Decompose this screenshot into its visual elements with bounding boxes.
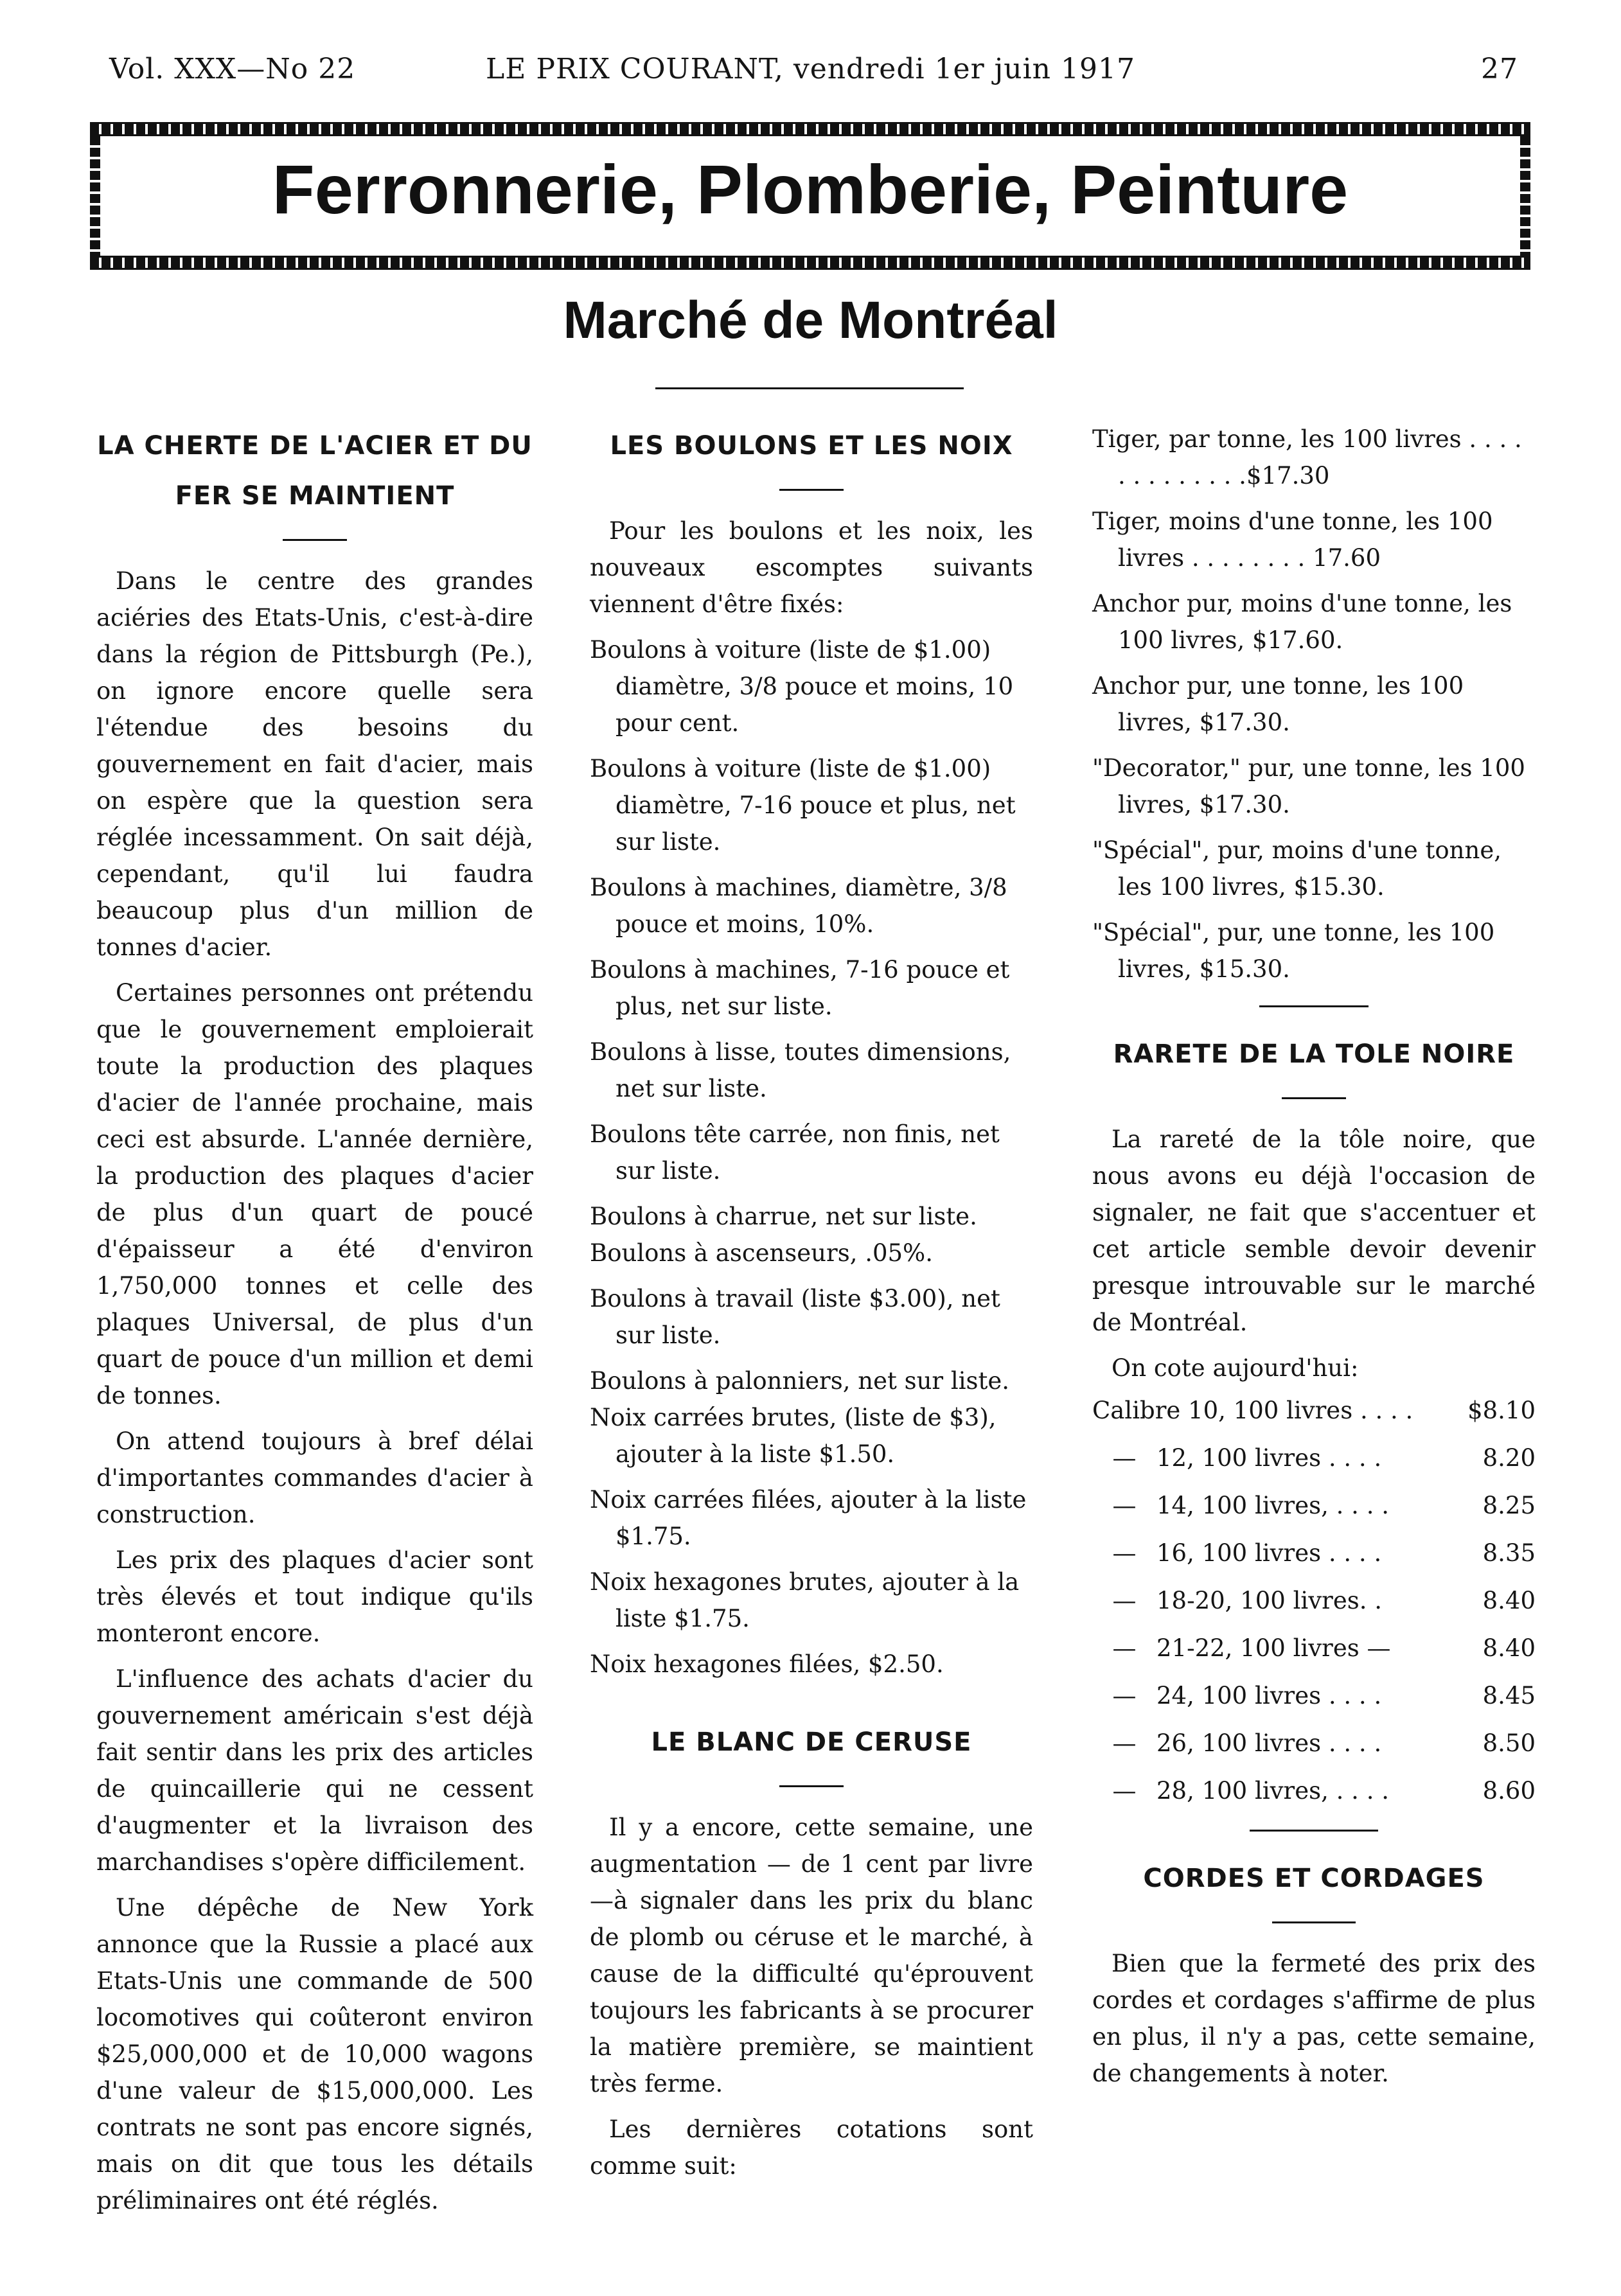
- price-row: [1092, 1434, 1536, 1481]
- ditto-dash: —: [1112, 1586, 1137, 1614]
- paragraph: Il y a encore, cette semaine, une augmentation — de 1 cent par livre—à signaler dans les prix du blanc de plomb ou céruse et le marché, à cause de la difficulté qu'éprouvent toujours les fabricants à se procurer la matière première, se maintient très ferme.: [590, 1814, 1033, 2097]
- row-label: 18-20, 100 livres. .: [1156, 1586, 1382, 1614]
- row-label: Calibre 10, 100 livres . . . .: [1092, 1396, 1413, 1424]
- heading-separator: [283, 539, 347, 541]
- paragraph: Pour les boulons et les noix, les nouveaux escomptes suivants viennent d'être fixés:: [590, 517, 1033, 618]
- price-row: [1092, 1719, 1536, 1767]
- row-price: 8.45: [1482, 1681, 1536, 1709]
- price-item: Boulons à voiture (liste de $1.00) diamètre, 7-16 pouce et plus, net sur liste.: [590, 755, 1016, 856]
- running-header: [90, 53, 1531, 91]
- price-item: Boulons à travail (liste $3.00), net sur liste.: [590, 1285, 1000, 1349]
- ditto-dash: —: [1112, 1539, 1137, 1567]
- row-label: 12, 100 livres . . . .: [1156, 1444, 1382, 1472]
- article-heading-white-lead: LE BLANC DE CERUSE: [651, 1727, 972, 1757]
- subtitle-rule: [655, 387, 964, 389]
- row-price: 8.50: [1482, 1729, 1536, 1757]
- row-price: 8.40: [1482, 1634, 1536, 1662]
- row-price: 8.35: [1482, 1539, 1536, 1567]
- price-item: Boulons à palonniers, net sur liste.: [590, 1367, 1010, 1395]
- price-item: Tiger, par tonne, les 100 livres . . . . . . . . . . . . .$17.30: [1092, 425, 1522, 490]
- section-separator: [1259, 1005, 1369, 1007]
- price-item: "Spécial", pur, moins d'une tonne, les 100 livres, $15.30.: [1092, 836, 1502, 901]
- price-item: Noix hexagones filées, $2.50.: [590, 1650, 944, 1678]
- column-1: [96, 421, 533, 2228]
- paragraph: Les prix des plaques d'acier sont très élevés et tout indique qu'ils monteront encore.: [96, 1546, 533, 1647]
- price-item: Boulons à voiture (liste de $1.00) diamètre, 3/8 pouce et moins, 10 pour cent.: [590, 636, 1014, 737]
- ditto-dash: —: [1112, 1729, 1137, 1757]
- row-price: $8.10: [1467, 1396, 1536, 1424]
- row-label: 24, 100 livres . . . .: [1156, 1681, 1382, 1709]
- paragraph: Bien que la fermeté des prix des cordes et cordages s'affirme de plus en plus, il n'y a pas, cette semaine, de changements à noter.: [1092, 1950, 1536, 2087]
- page-number: 27: [1481, 53, 1518, 85]
- price-item: Boulons tête carrée, non finis, net sur liste.: [590, 1120, 1000, 1185]
- price-item: Anchor pur, une tonne, les 100 livres, $17.30.: [1092, 672, 1464, 736]
- section-title: Ferronnerie, Plomberie, Peinture: [272, 150, 1349, 228]
- paragraph: Une dépêche de New York annonce que la Russie a placé aux Etats-Unis une commande de 500 locomotives qui coûteront environ $25,000,000 et de 10,000 wagons d'une valeur de $15,000,000. Les contrats ne sont pas encore signés, mais on dit que tous les détails préliminaires ont été réglés.: [96, 1894, 533, 2214]
- price-row: [1092, 1767, 1536, 1814]
- ditto-dash: —: [1112, 1681, 1137, 1709]
- ditto-dash: —: [1112, 1634, 1137, 1662]
- price-row: [1092, 1529, 1536, 1576]
- heading-separator: [779, 489, 844, 491]
- row-price: 8.40: [1482, 1586, 1536, 1614]
- volume-number: Vol. XXX—No 22: [109, 53, 356, 85]
- price-item: "Decorator," pur, une tonne, les 100 livres, $17.30.: [1092, 754, 1525, 818]
- column-2: [590, 421, 1033, 2193]
- price-item: Noix hexagones brutes, ajouter à la liste $1.75.: [590, 1568, 1020, 1632]
- row-label: 21-22, 100 livres —: [1156, 1634, 1391, 1662]
- paragraph: Certaines personnes ont prétendu que le gouvernement emploierait toute la production des plaques d'acier de l'année prochaine, mais ceci est absurde. L'année dernière, la production des plaques d'acier de plus d'un quart de poucé d'épaisseur a été d'environ 1,750,000 tonnes et celle des plaques Universal, de plus d'un quart de pouce d'un million et demi de tonnes.: [96, 979, 533, 1409]
- banner-border-top: [90, 122, 1530, 136]
- ditto-dash: —: [1112, 1444, 1137, 1472]
- row-label: 28, 100 livres, . . . .: [1156, 1776, 1389, 1805]
- quote-intro: On cote aujourd'hui:: [1112, 1354, 1359, 1382]
- price-item: Noix carrées filées, ajouter à la liste $1.75.: [590, 1486, 1027, 1550]
- article-heading-steel: LA CHERTE DE L'ACIER ET DU FER SE MAINTIENT: [97, 431, 533, 511]
- price-item: Boulons à charrue, net sur liste.: [590, 1203, 977, 1230]
- section-banner: [90, 122, 1530, 270]
- row-label: 26, 100 livres . . . .: [1156, 1729, 1382, 1757]
- row-label: 16, 100 livres . . . .: [1156, 1539, 1382, 1567]
- ditto-dash: —: [1112, 1776, 1137, 1805]
- row-label: 14, 100 livres, . . . .: [1156, 1491, 1389, 1519]
- price-item: Anchor pur, moins d'une tonne, les 100 livres, $17.60.: [1092, 590, 1512, 654]
- article-heading-black-sheet: RARETE DE LA TOLE NOIRE: [1113, 1039, 1515, 1069]
- banner-border-bottom: [90, 256, 1530, 270]
- ditto-dash: —: [1112, 1491, 1137, 1519]
- paragraph: La rareté de la tôle noire, que nous avons eu déjà l'occasion de signaler, ne fait que s'accentuer et cet article semble devoir devenir presque introuvable sur le marché de Montréal.: [1092, 1126, 1536, 1336]
- paragraph: On attend toujours à bref délai d'importantes commandes d'acier à construction.: [96, 1427, 533, 1528]
- price-row: [1092, 1576, 1536, 1624]
- price-item: "Spécial", pur, une tonne, les 100 livres, $15.30.: [1092, 919, 1495, 983]
- article-heading-ropes: CORDES ET CORDAGES: [1143, 1864, 1485, 1893]
- column-3: [1092, 421, 1536, 2101]
- article-heading-bolts: LES BOULONS ET LES NOIX: [610, 431, 1013, 461]
- price-item: Tiger, moins d'une tonne, les 100 livres . . . . . . . . 17.60: [1092, 508, 1493, 572]
- price-item: Noix carrées brutes, (liste de $3), ajouter à la liste $1.50.: [590, 1404, 997, 1468]
- price-row: [1092, 1481, 1536, 1529]
- price-item: Boulons à machines, 7-16 pouce et plus, net sur liste.: [590, 956, 1010, 1020]
- price-row: [1092, 1386, 1536, 1434]
- paragraph: L'influence des achats d'acier du gouvernement américain s'est déjà fait sentir dans les prix des articles de quincaillerie qui ne cessent d'augmenter et la livraison des marchandises s'opère difficilement.: [96, 1665, 533, 1876]
- heading-separator: [779, 1785, 844, 1787]
- price-row: [1092, 1672, 1536, 1719]
- price-item: Boulons à ascenseurs, .05%.: [590, 1239, 933, 1267]
- row-price: 8.25: [1482, 1491, 1536, 1519]
- heading-separator: [1282, 1097, 1346, 1099]
- price-item: Boulons à lisse, toutes dimensions, net sur liste.: [590, 1038, 1011, 1102]
- market-subtitle: Marché de Montréal: [563, 291, 1058, 349]
- paragraph: Dans le centre des grandes aciéries des Etats-Unis, c'est-à-dire dans la région de Pittsburgh (Pe.), on ignore encore quelle sera l'étendue des besoins du gouvernement en fait d'acier, mais on espère que la question sera réglée incessamment. On sait déjà, cependant, qu'il lui faudra beaucoup plus d'un million de tonnes d'acier.: [96, 567, 533, 961]
- heading-separator: [1272, 1921, 1356, 1923]
- price-row: [1092, 1624, 1536, 1672]
- price-table: [1092, 1386, 1536, 1814]
- price-item: Boulons à machines, diamètre, 3/8 pouce et moins, 10%.: [590, 874, 1007, 938]
- row-price: 8.60: [1482, 1776, 1536, 1805]
- section-separator: [1250, 1830, 1378, 1832]
- publication-title-date: LE PRIX COURANT, vendredi 1er juin 1917: [486, 53, 1135, 85]
- row-price: 8.20: [1482, 1444, 1536, 1472]
- paragraph: Les dernières cotations sont comme suit:: [590, 2115, 1033, 2180]
